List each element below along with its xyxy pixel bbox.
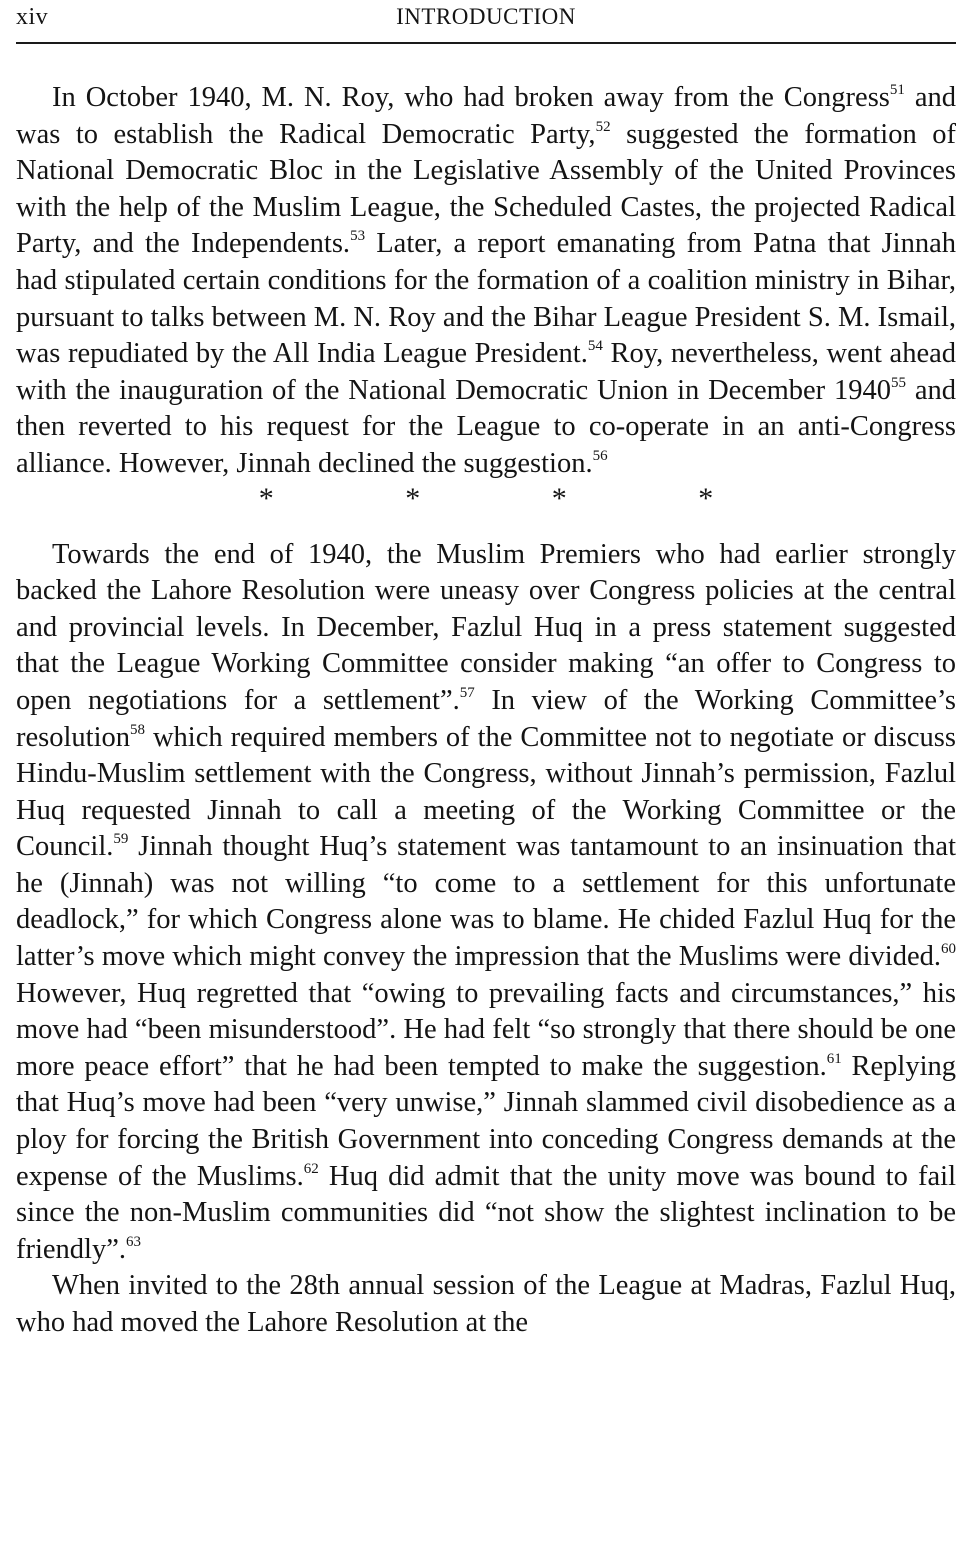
- footnote-marker: 51: [889, 82, 905, 98]
- text-run: In view of the Working Committee’s resolution: [16, 684, 956, 753]
- footnote-marker: 62: [303, 1160, 319, 1177]
- footnote-marker: 53: [350, 228, 366, 245]
- footnote-marker: 55: [891, 374, 906, 391]
- paragraph-madras-session: [16, 1268, 956, 1341]
- text-run: However, Huq regretted that “owing to prevailing facts and circumstances,” his move had “been misunderstood”. He had felt “so strongly that there should be one more peace effort” that he had been tempted to make the suggestion.: [16, 977, 956, 1082]
- footnote-marker: 63: [126, 1233, 141, 1250]
- footnote-marker: 59: [113, 831, 129, 848]
- section-separator: * * * *: [258, 481, 776, 515]
- text-run: Towards the end of 1940, the Muslim Premiers who had earlier strongly backed the Lahore Resolution were uneasy over Congress policies at the central and provincial levels. In December, Fazlul Huq in a press statement suggested that the League Working Committee consider making “an offer to Congress to open negotiations for a settlement”.: [16, 538, 956, 716]
- footnote-marker: 57: [459, 684, 475, 701]
- text-run: Huq did admit that the unity move was bound to fail since the non-Muslim communities did “not show the slightest inclination to be friendly”.: [16, 1160, 956, 1265]
- footnote-marker: 61: [826, 1050, 842, 1067]
- page-number: xiv: [16, 4, 49, 30]
- running-header: [16, 0, 956, 44]
- text-run: and was to establish the Radical Democratic Party,: [16, 82, 956, 150]
- text-run: Later, a report emanating from Patna that Jinnah had stipulated certain conditions for the formation of a coalition ministry in Bihar, pursuant to talks between M. N. Roy and the Bihar League President S. M. Ismail, was repudiated by the All India League President.: [16, 228, 956, 370]
- text-run: Jinnah thought Huq’s statement was tantamount to an insinuation that he (Jinnah) was not willing “to come to a settlement for this unfortunate deadlock,” for which Congress alone was to blame. He chided Fazlul Huq for the latter’s move which might convey the impression that the Muslims were divided.: [16, 831, 956, 973]
- footnote-marker: 56: [592, 447, 608, 464]
- text-run: When invited to the 28th annual session of the League at Madras, Fazlul Huq, who had moved the Lahore Resolution at the: [16, 1270, 956, 1338]
- paragraph-roy-bloc: [16, 80, 956, 483]
- section-title: INTRODUCTION: [396, 4, 576, 29]
- text-run: Replying that Huq’s move had been “very unwise,” Jinnah slammed civil disobedience as a ploy for forcing the British Government into conceding Congress demands at the expense of the Muslims.: [16, 1050, 957, 1192]
- book-page: [16, 0, 956, 1342]
- footnote-marker: 54: [587, 338, 603, 355]
- body-text: [16, 80, 956, 1342]
- text-run: Roy, nevertheless, went ahead with the inauguration of the National Democratic Union in December 1940: [16, 338, 956, 406]
- footnote-marker: 58: [130, 721, 145, 738]
- text-run: and then reverted to his request for the League to co-operate in an anti-Congress alliance. However, Jinnah declined the suggestion.: [16, 374, 956, 479]
- footnote-marker: 52: [595, 118, 611, 135]
- footnote-marker: 60: [941, 941, 956, 958]
- text-run: suggested the formation of National Democratic Bloc in the Legislative Assembly of the United Provinces with the help of the Muslim League, the Scheduled Castes, the projected Radical Party, and the Independents.: [16, 118, 956, 260]
- text-run: which required members of the Committee not to negotiate or discuss Hindu-Muslim settlement with the Congress, without Jinnah’s permission, Fazlul Huq requested Jinnah to call a meeting of the Working Committee or the Council.: [16, 721, 956, 863]
- paragraph-muslim-premiers: [16, 537, 956, 1269]
- text-run: In October 1940, M. N. Roy, who had broken away from the Congress: [52, 82, 890, 113]
